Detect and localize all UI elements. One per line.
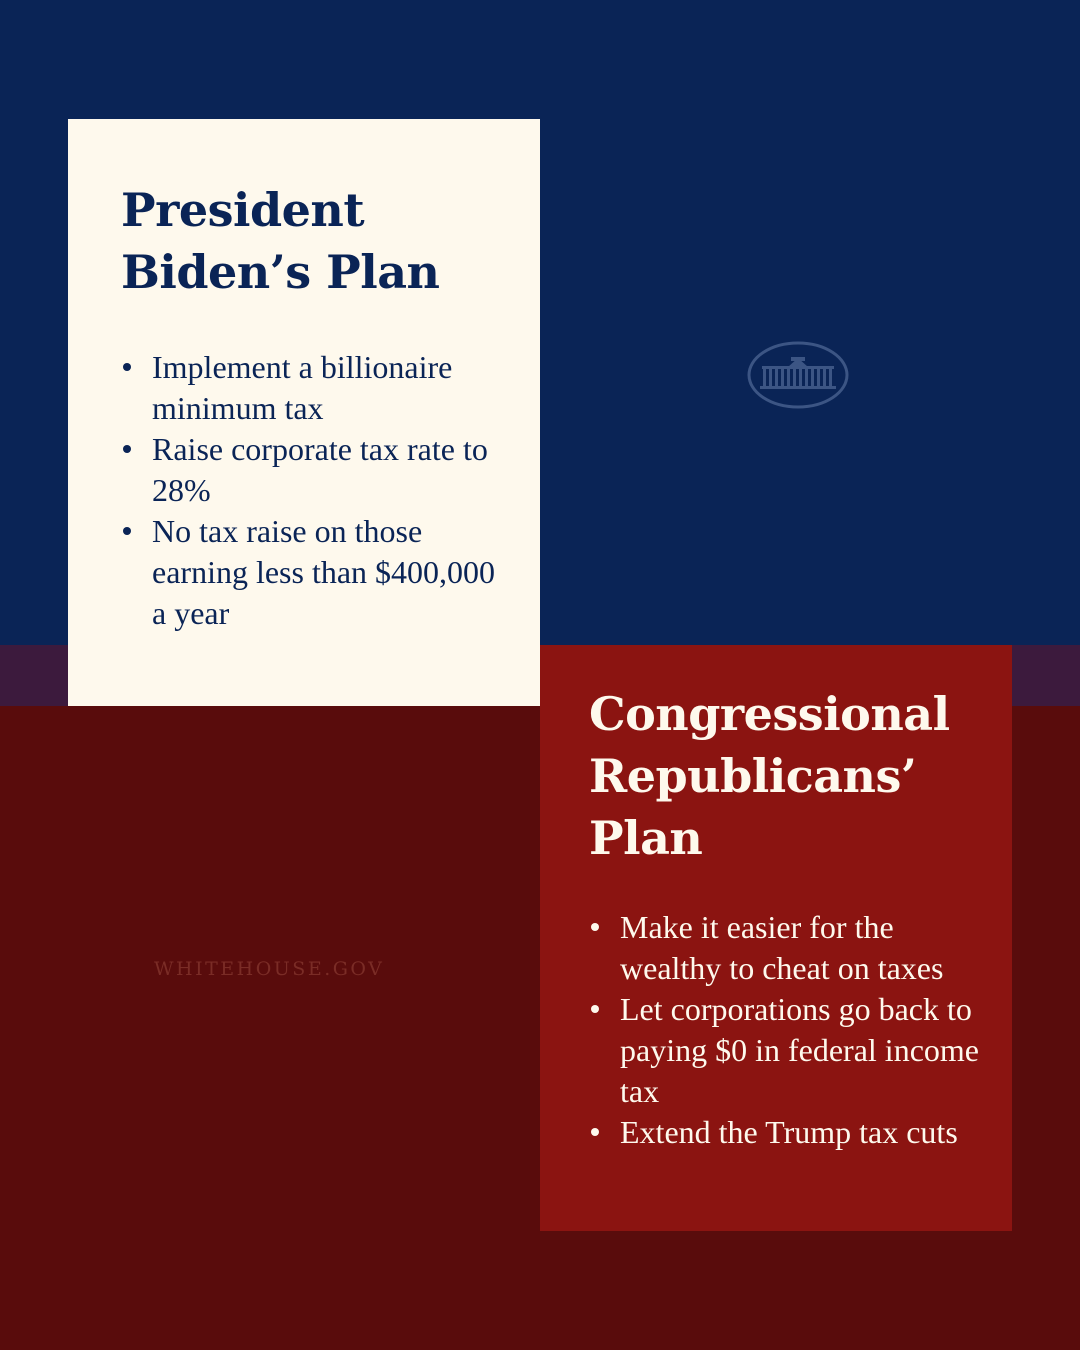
white-house-seal-icon xyxy=(747,341,849,409)
biden-plan-card xyxy=(68,119,540,706)
bullet-icon xyxy=(591,1005,599,1013)
list-item xyxy=(121,347,510,429)
list-item xyxy=(121,429,510,511)
biden-plan-title: President Biden’s Plan xyxy=(121,183,440,299)
list-item-text: Make it easier for the wealthy to cheat on taxes xyxy=(620,909,944,986)
bullet-icon xyxy=(123,363,131,371)
site-url: WHITEHOUSE.GOV xyxy=(154,958,385,980)
bullet-icon xyxy=(591,923,599,931)
republican-plan-card xyxy=(540,645,1012,1231)
biden-plan-list xyxy=(121,347,510,634)
list-item xyxy=(589,989,992,1112)
list-item-text: Raise corporate tax rate to 28% xyxy=(152,431,488,508)
list-item-text: Implement a billionaire minimum tax xyxy=(152,349,453,426)
list-item-text: Extend the Trump tax cuts xyxy=(620,1114,958,1150)
list-item xyxy=(589,907,992,989)
republican-plan-list xyxy=(589,907,992,1153)
bullet-icon xyxy=(123,445,131,453)
list-item xyxy=(589,1112,992,1153)
list-item xyxy=(121,511,510,634)
republican-plan-title: Congressional Republicans’ Plan xyxy=(589,687,950,865)
list-item-text: No tax raise on those earning less than $400,000 a year xyxy=(152,513,496,631)
bullet-icon xyxy=(123,527,131,535)
bullet-icon xyxy=(591,1128,599,1136)
list-item-text: Let corporations go back to paying $0 in federal income tax xyxy=(620,991,979,1109)
